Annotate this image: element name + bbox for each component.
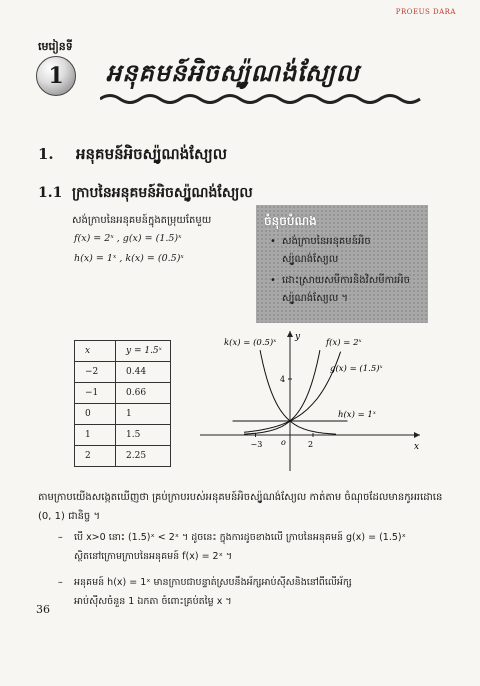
section-heading-1 — [38, 145, 227, 167]
table-cell: 0.66 — [116, 383, 171, 404]
table-header-cell: x — [75, 341, 116, 362]
table-cell: −2 — [75, 362, 116, 383]
header-brand: PROEUS DARA — [395, 8, 456, 16]
y-axis-label: y — [295, 332, 301, 342]
table-row — [75, 425, 171, 446]
table-cell: 0 — [75, 404, 116, 425]
table-cell: 1 — [116, 404, 171, 425]
series-label: k(x) = (0.5)ˣ — [224, 338, 277, 348]
subsection-number: 1.1 — [38, 185, 63, 201]
y-tick-label: 4 — [280, 375, 286, 384]
objectives-title: ចំនុចបំណង — [264, 214, 317, 228]
objective-item — [270, 272, 422, 308]
x-axis-arrow-icon — [414, 432, 420, 438]
table-cell: −1 — [75, 383, 116, 404]
bullet-icon: • — [270, 236, 276, 247]
lesson-number-badge — [36, 56, 76, 96]
intro-text: សង់ក្រាបនៃអនុគមន៍ក្នុងតម្រុយតែមួយ — [72, 215, 212, 226]
list-item-text: បើ x>0 នោះ (1.5)ˣ < 2ˣ ។ ដូចនេះ ក្នុងការដូចខាងលើ ក្រាបនៃអនុគមន៍ g(x) = (1.5)ˣ — [74, 532, 406, 543]
bullet-icon: • — [270, 275, 276, 286]
equation-line-1: f(x) = 2ˣ , g(x) = (1.5)ˣ — [74, 233, 182, 244]
origin-label: o — [281, 438, 286, 447]
list-item — [58, 573, 458, 611]
objective-item — [270, 233, 422, 269]
list-item — [58, 528, 458, 566]
page-number: 36 — [36, 603, 50, 616]
lesson-label: មេរៀនទី — [38, 40, 73, 53]
series-label: h(x) = 1ˣ — [338, 410, 376, 420]
exponential-graph — [196, 325, 426, 475]
table-row — [75, 446, 171, 467]
table-row — [75, 404, 171, 425]
objective-text: ដោះស្រាយសមីការនិងវិសមីការអិចស្ប៉ូណង់ស្យែល ។ — [282, 275, 410, 304]
list-item-text: អាប់ស៊ីសចំនួន 1 ឯកតា ចំពោះគ្រប់តម្លៃ x ។ — [74, 596, 232, 607]
series-label: g(x) = (1.5)ˣ — [330, 364, 383, 374]
observation-paragraph: តាមក្រាបយើងសង្កេតឃើញថា គ្រប់ក្រាបរបស់អនុគមន៍អិចស្ប៉ូណង់ស្យែល កាត់តាម ចំណុចដែលមានកូអរដោនេ (0, 1) ជានិច្ច ។ — [38, 492, 443, 522]
series-label: f(x) = 2ˣ — [326, 338, 362, 348]
table-row — [75, 383, 171, 404]
wave-decoration — [100, 92, 430, 106]
table-cell: 2.25 — [116, 446, 171, 467]
dash-icon: – — [58, 577, 63, 588]
x-axis-label: x — [414, 442, 420, 452]
table-header-cell: y = 1.5ˣ — [116, 341, 171, 362]
table-cell: 1 — [75, 425, 116, 446]
table-cell: 2 — [75, 446, 116, 467]
list-item-text: ស្ថិតនៅក្រោមក្រាបនៃអនុគមន៍ f(x) = 2ˣ ។ — [74, 551, 233, 562]
x-tick-label: −3 — [250, 440, 263, 449]
lesson-title: អនុគមន៍អិចស្ប៉ូណង់ស្យែល — [106, 59, 360, 87]
lesson-number: 1 — [48, 63, 64, 89]
equation-line-2: h(x) = 1ˣ , k(x) = (0.5)ˣ — [74, 253, 184, 264]
value-table-wrapper — [74, 340, 171, 467]
objective-text: សង់ក្រាបនៃអនុគមន៍អិចស្ប៉ូណង់ស្យែល — [282, 236, 371, 265]
subsection-title: ក្រាបនៃអនុគមន៍អិចស្ប៉ូណង់ស្យែល — [72, 185, 253, 201]
list-item-text: អនុគមន៍ h(x) = 1ˣ មានក្រាបជាបន្ទាត់ស្របនឹងអ័ក្សអាប់ស៊ីសនិងនៅពីលើអ័ក្ស — [74, 577, 352, 588]
x-tick-label: 2 — [308, 440, 314, 449]
subsection-heading — [38, 183, 253, 204]
dash-icon: – — [58, 532, 63, 543]
series-line — [244, 352, 341, 433]
value-table — [74, 340, 171, 467]
section-title: អនុគមន៍អិចស្ប៉ូណង់ស្យែល — [76, 145, 228, 163]
table-header-row — [75, 341, 171, 362]
y-axis-arrow-icon — [287, 331, 293, 337]
table-cell: 1.5 — [116, 425, 171, 446]
table-cell: 0.44 — [116, 362, 171, 383]
section-number: 1. — [38, 145, 54, 163]
table-row — [75, 362, 171, 383]
